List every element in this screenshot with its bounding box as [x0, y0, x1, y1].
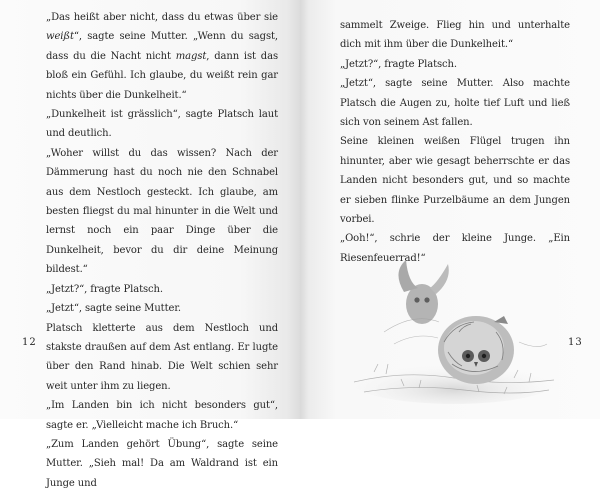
left-page	[0, 0, 300, 489]
emphasis: magst	[175, 50, 207, 62]
owl-tumbling-illustration	[344, 252, 564, 410]
left-page-paragraph: „Im Landen bin ich nicht besonders gut“, sagte er. „Vielleicht mache ich Bruch.“	[46, 400, 278, 431]
right-page-paragraph: Seine kleinen weißen Flügel trugen ihn hinunter, aber wie gesagt beherrschte er das Landen nicht besonders gut, und so machte er sieben flinke Purzelbäume an dem Jungen vorbei.	[340, 136, 570, 226]
left-page-paragraph: „Jetzt“, sagte seine Mutter.	[46, 303, 181, 315]
right-page-paragraph: sammelt Zweige. Flieg hin und unterhalte dich mit ihm über die Dunkelheit.“	[340, 20, 570, 51]
right-page-number: 13	[568, 337, 583, 348]
right-page-paragraph: „Ooh!“, schrie der kleine Junge. „Ein Riesenfeuerrad!“	[340, 233, 570, 264]
left-page-paragraph: „Jetzt?“, fragte Platsch.	[46, 283, 163, 295]
right-page-paragraph: „Jetzt“, sagte seine Mutter. Also machte Platsch die Augen zu, holte tief Luft und ließ sich von seinem Ast fallen.	[340, 78, 570, 129]
left-page-paragraph: „Zum Landen gehört Übung“, sagte seine Mutter. „Sieh mal! Da am Waldrand ist ein Junge und	[46, 438, 278, 489]
left-page-text	[46, 8, 278, 493]
right-page-paragraph: „Jetzt?“, fragte Platsch.	[340, 58, 457, 70]
left-page-number: 12	[22, 337, 37, 348]
left-page-paragraph: Platsch kletterte aus dem Nestloch und stakste draußen auf dem Ast entlang. Er lugte über den Rand hinab. Die Welt schien sehr weit unter ihm zu liegen.	[46, 322, 278, 392]
left-page-paragraph: „Woher willst du das wissen? Nach der Dämmerung hast du noch nie den Schnabel aus dem Nestloch gesteckt. Ich glaube, am besten fliegst du mal hinunter in die Welt und lernst noch ein paar Dinge über die Dunkelheit, bevor du dir deine Meinung bildest.“	[46, 147, 278, 276]
left-page-paragraph: „Das heißt aber nicht, dass du etwas über sie weißt“, sagte seine Mutter. „Wenn du sagst, dass du die Nacht nicht magst, dann ist das bloß ein Gefühl. Ich glaube, du weißt rein gar nichts über die Dunkelheit.“	[46, 12, 279, 101]
emphasis: weißt	[46, 31, 74, 43]
left-page-paragraph: „Dunkelheit ist grässlich“, sagte Platsch laut und deutlich.	[46, 109, 278, 140]
right-page-text	[340, 16, 570, 268]
right-page	[300, 0, 600, 419]
